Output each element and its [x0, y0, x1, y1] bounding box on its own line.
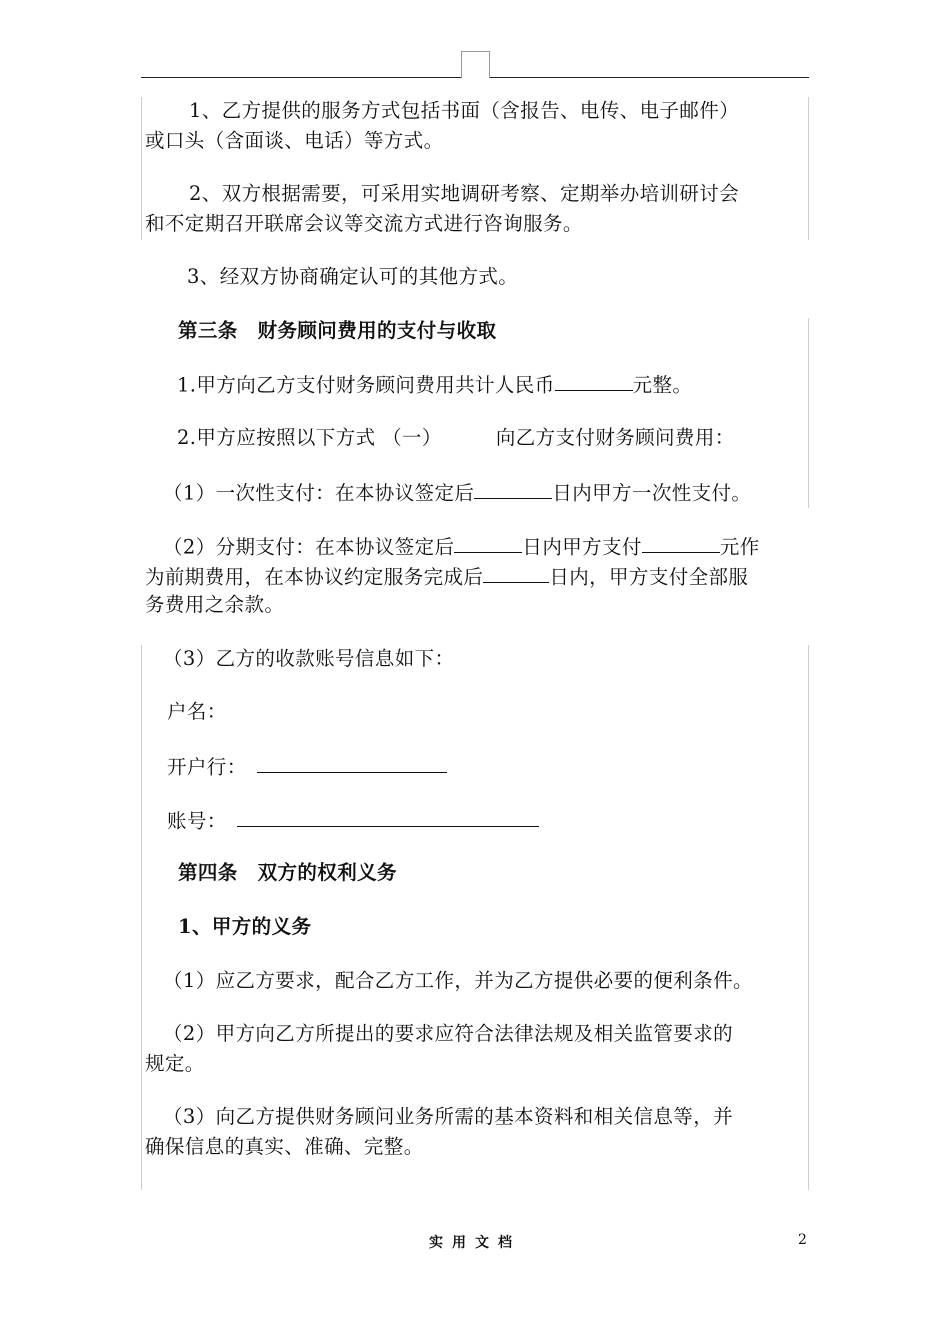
paragraph-text: 日内甲方一次性支付。: [552, 481, 752, 505]
paragraph-line: 1、乙方提供的服务方式包括书面（含报告、电传、电子邮件）: [189, 99, 740, 122]
article-4-heading: 第四条 双方的权利义务: [178, 861, 397, 884]
paragraph-text: （2）分期支付：在本协议签定后: [163, 535, 455, 559]
paragraph-text: 日内甲方支付: [522, 535, 642, 559]
paragraph-text: 开户行：: [167, 755, 247, 779]
account-number-line: [145, 805, 810, 836]
paragraph-line: （2）甲方向乙方所提出的要求应符合法律法规及相关监管要求的: [163, 1022, 734, 1045]
paragraph-text: 2.甲方应按照以下方式 （一）: [177, 426, 442, 449]
paragraph-text: 元整。: [632, 373, 693, 397]
paragraph-line: （3）乙方的收款账号信息如下：: [163, 647, 455, 670]
paragraph-line: 务费用之余款。: [145, 593, 285, 616]
header-marker-box: [461, 51, 490, 78]
paragraph-line: 3、经双方协商确定认可的其他方式。: [187, 265, 519, 288]
section-heading: 1、甲方的义务: [178, 915, 312, 938]
paragraph-text: 1.甲方向乙方支付财务顾问费用共计人民币: [177, 373, 555, 397]
paragraph-line: 和不定期召开联席会议等交流方式进行咨询服务。: [145, 212, 583, 235]
paragraph-line: 确保信息的真实、准确、完整。: [145, 1135, 424, 1158]
paragraph-text: 向乙方支付财务顾问费用：: [495, 426, 735, 449]
paragraph-text: 账号：: [167, 809, 227, 833]
paragraph-text: 元作: [719, 535, 760, 559]
blank-field[interactable]: [555, 369, 633, 391]
page-number: 2: [798, 1232, 807, 1248]
installment-line: [145, 531, 810, 562]
blank-field[interactable]: [474, 477, 552, 499]
payment-total-line: [145, 369, 810, 400]
paragraph-text: 为前期费用，在本协议约定服务完成后: [145, 565, 484, 589]
paragraph-line: （3）向乙方提供财务顾问业务所需的基本资料和相关信息等，并: [163, 1105, 734, 1128]
account-name-line: 户名：: [167, 700, 227, 723]
paragraph-text: 日内，甲方支付全部服: [549, 565, 749, 589]
blank-field[interactable]: [483, 561, 549, 583]
margin-line-left: [141, 97, 142, 240]
page-footer: 实用文档: [429, 1235, 521, 1251]
margin-line-left: [141, 645, 142, 1190]
account-number-field[interactable]: [237, 805, 539, 827]
bank-field[interactable]: [257, 751, 447, 773]
lump-sum-line: [145, 477, 810, 508]
paragraph-line: （1）应乙方要求，配合乙方工作，并为乙方提供必要的便利条件。: [163, 969, 753, 992]
installment-line-2: [145, 561, 810, 592]
blank-field[interactable]: [454, 531, 522, 553]
article-3-heading: 第三条 财务顾问费用的支付与收取: [178, 319, 497, 342]
blank-field[interactable]: [642, 531, 720, 553]
paragraph-line: 或口头（含面谈、电话）等方式。: [145, 129, 444, 152]
paragraph-line: 2、双方根据需要，可采用实地调研考察、定期举办培训研讨会: [189, 182, 740, 205]
bank-line: [145, 751, 810, 782]
paragraph-text: （1）一次性支付：在本协议签定后: [163, 481, 475, 505]
paragraph-line: 规定。: [145, 1052, 205, 1075]
payment-method-line: [145, 423, 810, 453]
